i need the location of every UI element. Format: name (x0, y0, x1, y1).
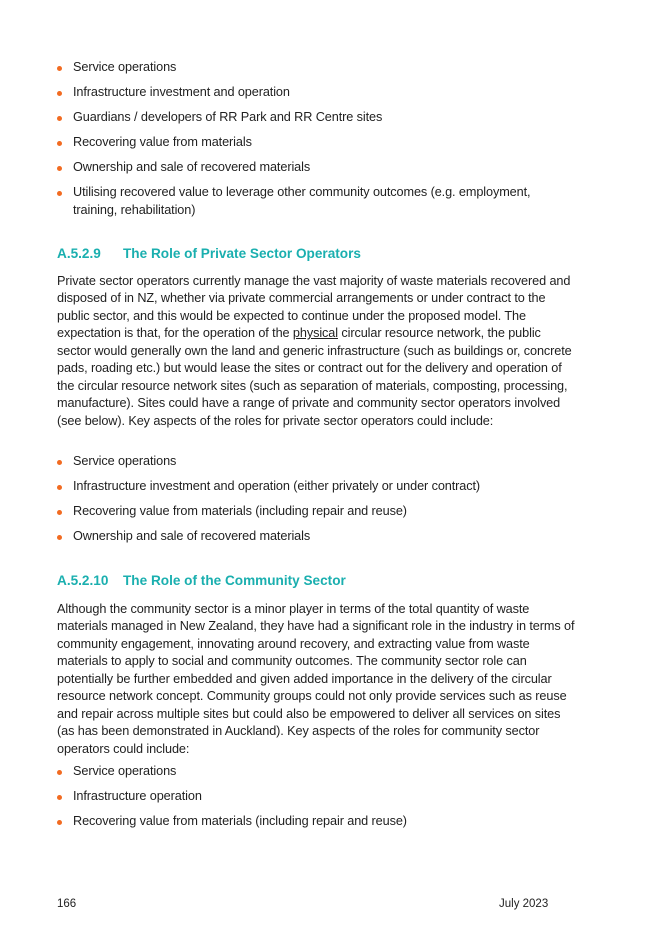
bullet-icon (57, 166, 62, 171)
list-item: Guardians / developers of RR Park and RR Centre sites (57, 109, 577, 127)
list-item: Service operations (57, 453, 577, 471)
section-number: A.5.2.10 (57, 573, 109, 588)
list-item: Ownership and sale of recovered materials (57, 528, 577, 546)
bullet-icon (57, 485, 62, 490)
list-item: Service operations (57, 763, 577, 781)
paragraph-private-sector: Private sector operators currently manage the vast majority of waste materials recovered and disposed of in NZ, whether via private commercial arrangements or under contract to the public sector, and this would be expected to continue under the proposed model. The expectation is that, for the operation of the physical circular resource network, the public sector would generally own the land and generic infrastructure (such as buildings or, concrete pads, roading etc.) but would lease the sites or contract out for the delivery and operation of the circular resource network sites (such as separation of materials, composting, processing, manufacture). Sites could have a range of private and community sector operators involved (see below). Key aspects of the roles for private sector operators could include: (57, 274, 572, 428)
bullet-icon (57, 191, 62, 196)
paragraph-community-sector: Although the community sector is a minor player in terms of the total quantity of waste materials managed in New Zealand, they have had a significant role in the industry in terms of community engagement, innovating around recovery, and extracting value from waste materials to apply to social and community outcomes. The community sector role can potentially be further embedded and given added importance in the delivery of the circular resource network concept. Community groups could not only provide services such as reuse and repair across multiple sites but could also be empowered to deliver all services on sites (as has been demonstrated in Auckland). Key aspects of the roles for community sector operators could include: (57, 602, 575, 756)
list-item: Service operations (57, 59, 577, 77)
bullet-icon (57, 460, 62, 465)
list-item: Recovering value from materials (including repair and reuse) (57, 813, 577, 831)
bullet-list-community-roles (57, 763, 577, 831)
bullet-icon (57, 66, 62, 71)
section-number: A.5.2.9 (57, 246, 101, 261)
bullet-list-private-roles (57, 453, 577, 546)
bullet-icon (57, 91, 62, 96)
list-item: Infrastructure operation (57, 788, 577, 806)
list-item: Infrastructure investment and operation (57, 84, 577, 102)
footer-date: July 2023 (499, 898, 549, 910)
list-item: Recovering value from materials (57, 134, 577, 152)
section-title: The Role of the Community Sector (123, 573, 346, 588)
bullet-icon (57, 770, 62, 775)
underlined-word: physical (292, 326, 338, 341)
bullet-list-public-roles (57, 59, 577, 219)
bullet-icon (57, 116, 62, 121)
bullet-icon (57, 510, 62, 515)
bullet-icon (57, 820, 62, 825)
list-item: Ownership and sale of recovered materials (57, 159, 577, 177)
page-number: 166 (57, 898, 77, 910)
section-title: The Role of Private Sector Operators (123, 246, 361, 261)
list-item: Utilising recovered value to leverage other community outcomes (e.g. employment, training, rehabilitation) (57, 184, 577, 219)
section-heading-community-sector (57, 573, 346, 588)
bullet-icon (57, 795, 62, 800)
section-heading-private-sector (57, 246, 361, 261)
list-item: Recovering value from materials (including repair and reuse) (57, 503, 577, 521)
bullet-icon (57, 141, 62, 146)
list-item: Infrastructure investment and operation (either privately or under contract) (57, 478, 577, 496)
bullet-icon (57, 535, 62, 540)
